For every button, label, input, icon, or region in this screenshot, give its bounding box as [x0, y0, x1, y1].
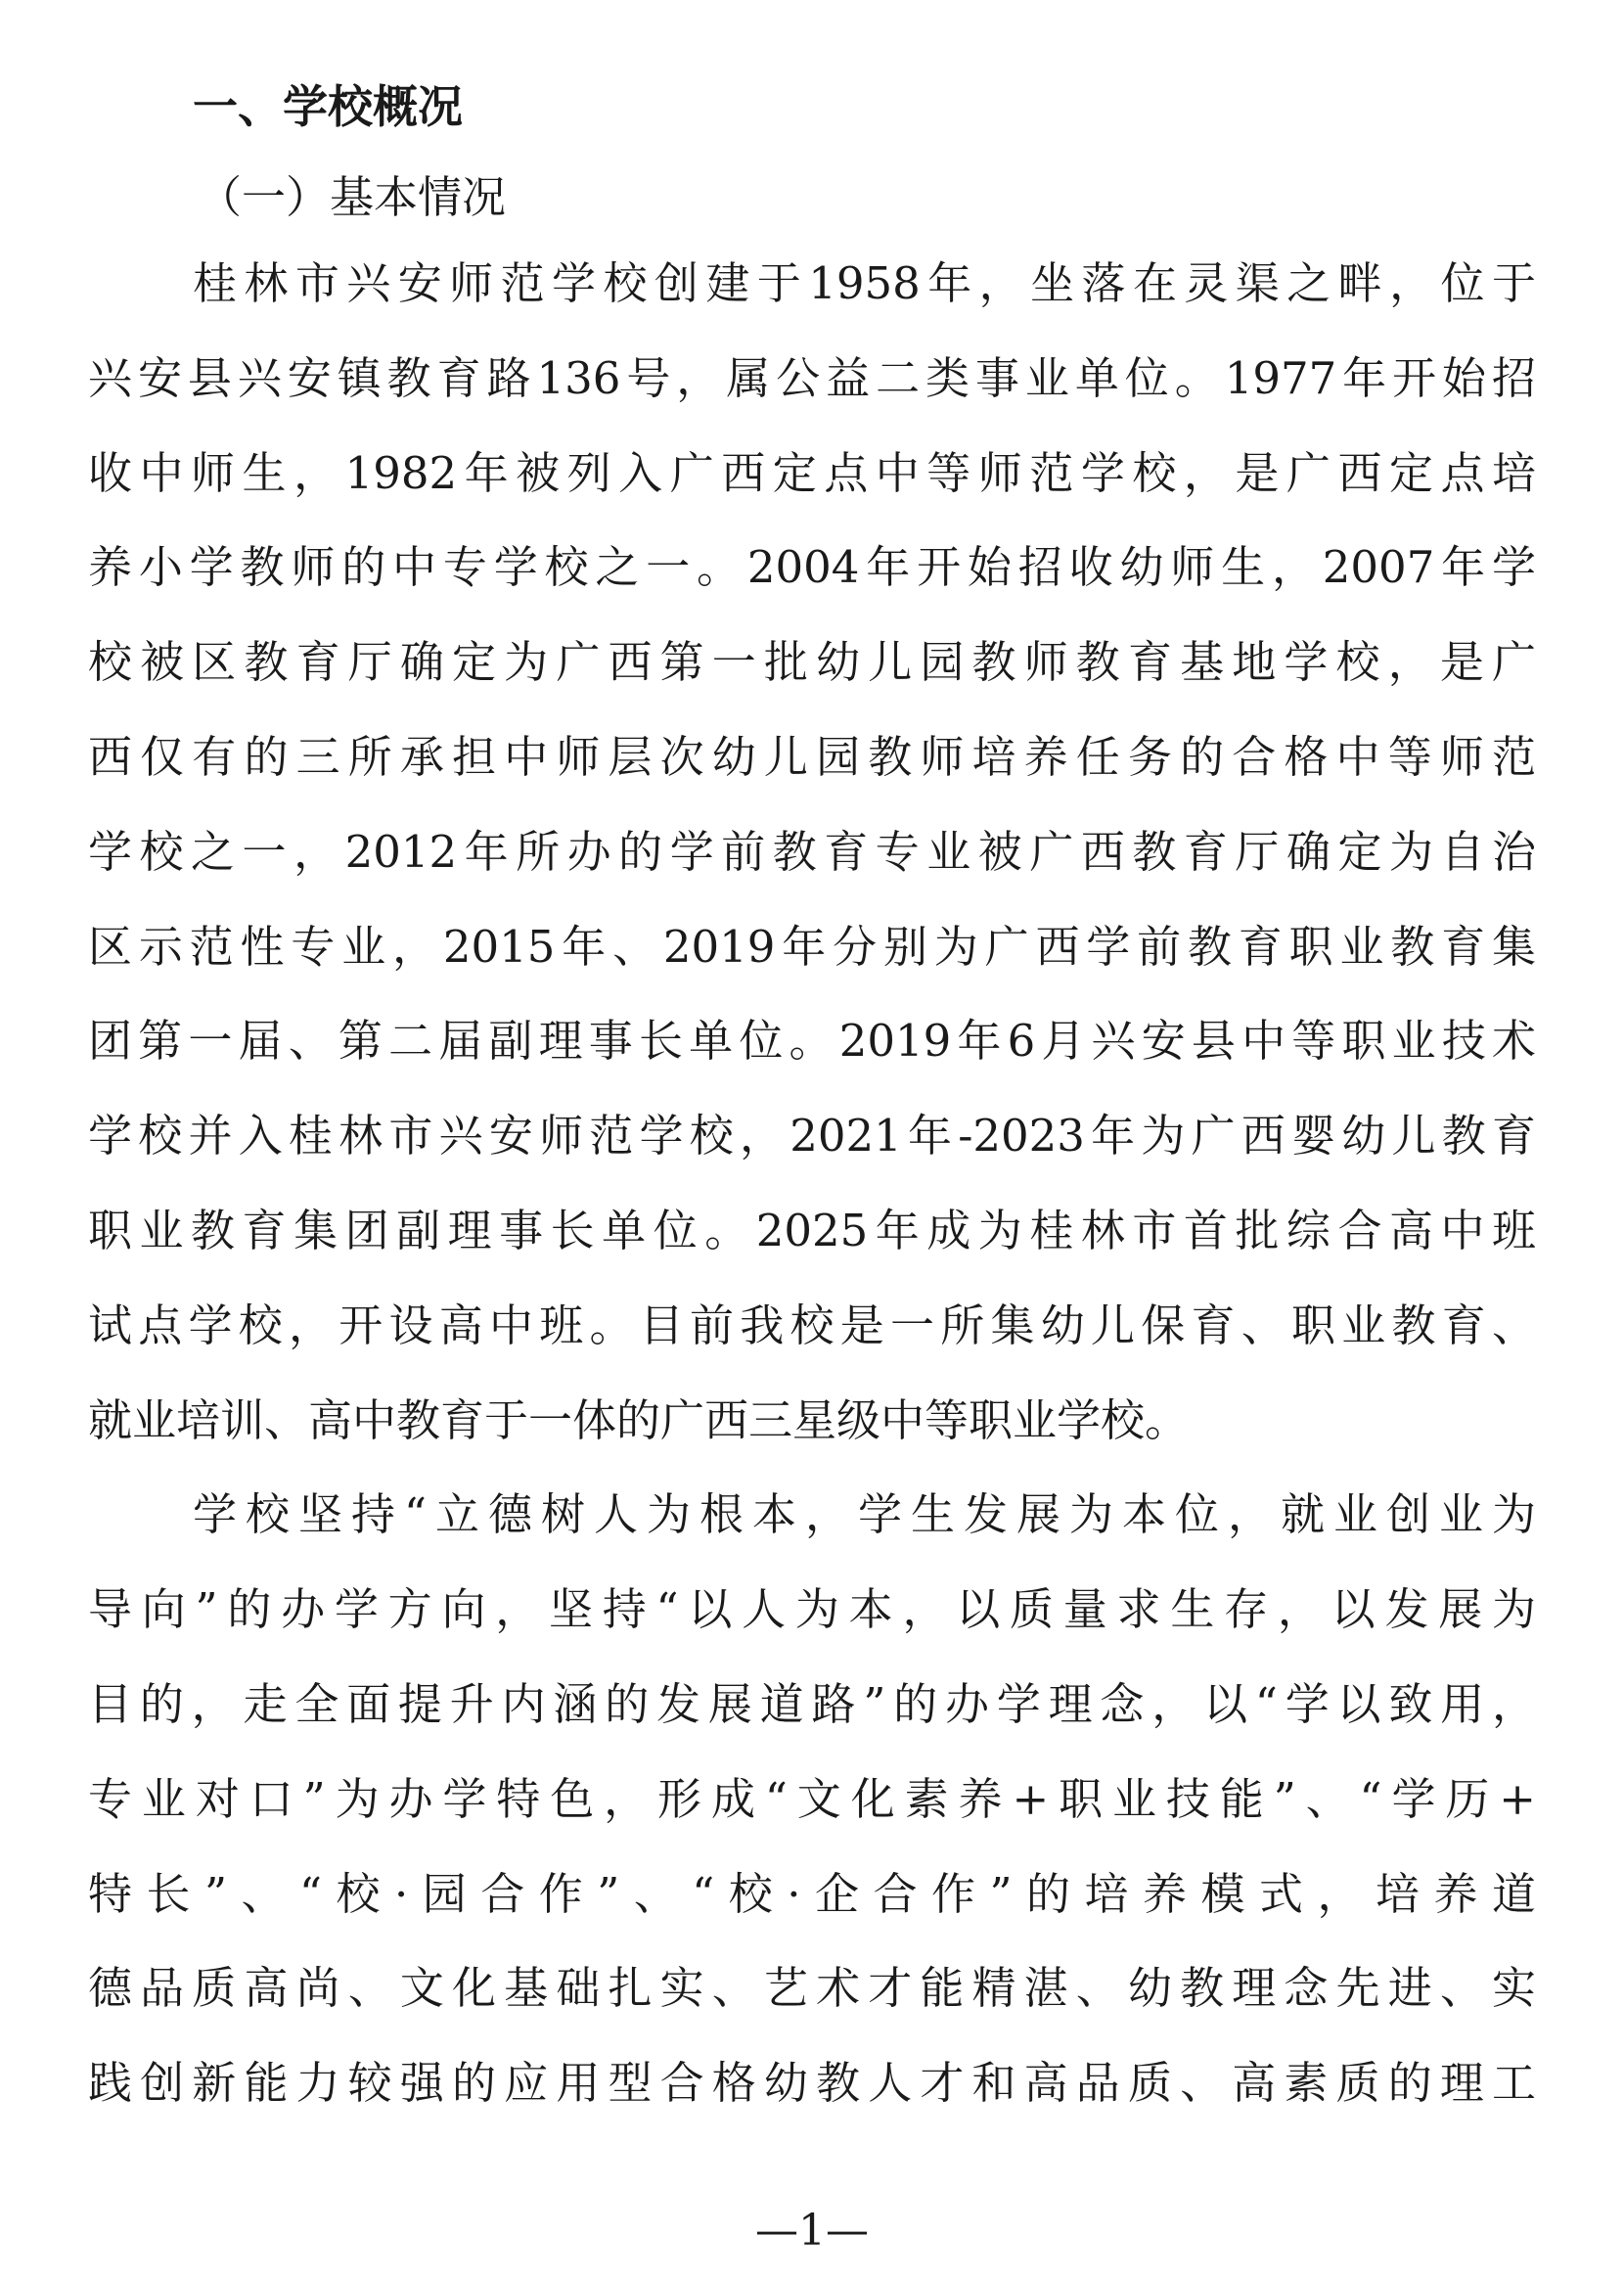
text-line: 学校坚持“立德树人为根本，学生发展为本位，就业创业为 [193, 1488, 1536, 1541]
text-line: 学校并入桂林市兴安师范学校，2021年-2023年为广西婴幼儿教育 [88, 1110, 1536, 1163]
text-line: 桂林市兴安师范学校创建于1958年，坐落在灵渠之畔，位于 [193, 257, 1536, 309]
text-line: 校被区教育厅确定为广西第一批幼儿园教师教育基地学校，是广 [88, 636, 1536, 689]
text-line: 践创新能力较强的应用型合格幼教人才和高品质、高素质的理工 [88, 2057, 1536, 2110]
text-line: 学校之一，2012年所办的学前教育专业被广西教育厅确定为自治 [88, 825, 1536, 878]
paragraph-school-history [88, 237, 1536, 1468]
text-line: 西仅有的三所承担中师层次幼儿园教师培养任务的合格中等师范 [88, 730, 1536, 783]
text-line: 导向”的办学方向，坚持“以人为本，以质量求生存，以发展为 [88, 1583, 1536, 1636]
text-line: 团第一届、第二届副理事长单位。2019年6月兴安县中等职业技术 [88, 1015, 1536, 1068]
paragraph-school-philosophy [88, 1468, 1536, 2131]
text-line: 区示范性专业，2015年、2019年分别为广西学前教育职业教育集 [88, 920, 1536, 973]
text-line: 职业教育集团副理事长单位。2025年成为桂林市首批综合高中班 [88, 1204, 1536, 1256]
text-line: 试点学校，开设高中班。目前我校是一所集幼儿保育、职业教育、 [88, 1299, 1536, 1351]
text-line: 专业对口”为办学特色，形成“文化素养+职业技能”、“学历+ [88, 1772, 1536, 1825]
text-line: 目的，走全面提升内涵的发展道路”的办学理念，以“学以致用， [88, 1677, 1536, 1730]
text-line: 收中师生，1982年被列入广西定点中等师范学校，是广西定点培 [88, 446, 1536, 499]
text-line: 兴安县兴安镇教育路136号，属公益二类事业单位。1977年开始招 [88, 351, 1536, 404]
text-line: 养小学教师的中专学校之一。2004年开始招收幼师生，2007年学 [88, 541, 1536, 594]
text-line: 特长”、“校·园合作”、“校·企合作”的培养模式，培养道 [88, 1867, 1536, 1920]
subsection-heading: （一）基本情况 [198, 171, 507, 223]
text-line: 就业培训、高中教育于一体的广西三星级中等职业学校。 [88, 1393, 1190, 1446]
section-heading: 一、学校概况 [193, 80, 463, 133]
document-body [88, 68, 1536, 2131]
page-number: —1— [755, 2206, 869, 2256]
text-line: 德品质高尚、文化基础扎实、艺术才能精湛、幼教理念先进、实 [88, 1962, 1536, 2015]
